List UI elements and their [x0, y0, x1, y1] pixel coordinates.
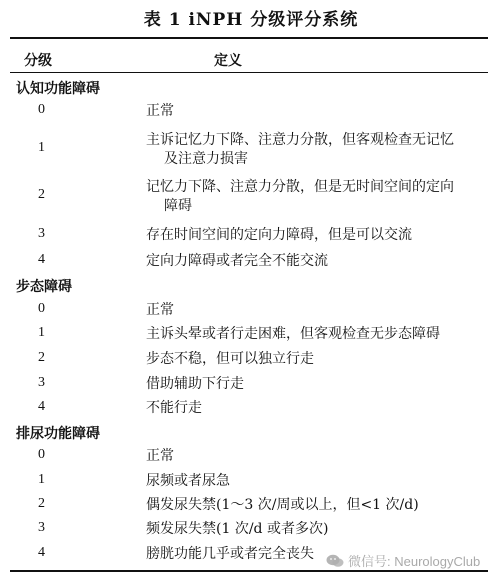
watermark-text: 微信号: NeurologyClub: [348, 554, 481, 569]
grade-cell: 2: [38, 350, 45, 365]
grade-cell: 2: [38, 187, 45, 202]
grade-cell: 0: [38, 301, 45, 316]
section-urinary-title: 排尿功能障碍: [16, 426, 100, 442]
definition-cell: 频发尿失禁(1 次/d 或者多次): [146, 521, 329, 537]
grade-cell: 0: [38, 447, 45, 462]
grade-cell: 4: [38, 399, 45, 414]
definition-cell: 偶发尿失禁(1～3 次/周或以上，但<1 次/d): [146, 497, 419, 513]
grade-cell: 3: [38, 375, 45, 390]
table-title: 表 1 iNPH 分级评分系统: [143, 10, 359, 30]
header-rule: [10, 72, 488, 73]
grade-cell: 1: [38, 325, 45, 340]
grade-cell: 3: [38, 520, 45, 535]
grade-cell: 3: [38, 226, 45, 241]
definition-cell: 正常: [146, 448, 174, 464]
definition-cell: 定向力障碍或者完全不能交流: [146, 253, 328, 269]
grade-cell: 1: [38, 472, 45, 487]
grade-cell: 4: [38, 252, 45, 267]
column-header-grade: 分级: [24, 53, 52, 69]
grade-cell: 0: [38, 102, 45, 117]
section-gait-title: 步态障碍: [16, 279, 72, 295]
bottom-rule: [10, 570, 488, 572]
watermark: [326, 551, 480, 570]
column-header-definition: 定义: [214, 53, 242, 69]
definition-cell: 存在时间空间的定向力障碍，但是可以交流: [146, 227, 412, 243]
definition-cell: 借助辅助下行走: [146, 376, 244, 392]
top-rule: [10, 37, 488, 39]
grade-cell: 4: [38, 545, 45, 560]
definition-cell: 不能行走: [146, 400, 202, 416]
definition-cell: 主诉头晕或者行走困难，但客观检查无步态障碍: [146, 326, 440, 342]
definition-cell: 主诉记忆力下降、注意力分散，但客观检查无记忆 及注意力损害: [146, 132, 454, 167]
grade-cell: 2: [38, 496, 45, 511]
grade-cell: 1: [38, 140, 45, 155]
section-cognitive-title: 认知功能障碍: [16, 81, 100, 97]
definition-cell: 正常: [146, 103, 174, 119]
definition-cell: 尿频或者尿急: [146, 473, 230, 489]
definition-cell: 膀胱功能几乎或者完全丧失: [146, 546, 314, 562]
definition-cell: 正常: [146, 302, 174, 318]
wechat-icon: [326, 554, 344, 568]
definition-cell: 记忆力下降、注意力分散，但是无时间空间的定向 障碍: [146, 179, 454, 214]
definition-cell: 步态不稳，但可以独立行走: [146, 351, 314, 367]
